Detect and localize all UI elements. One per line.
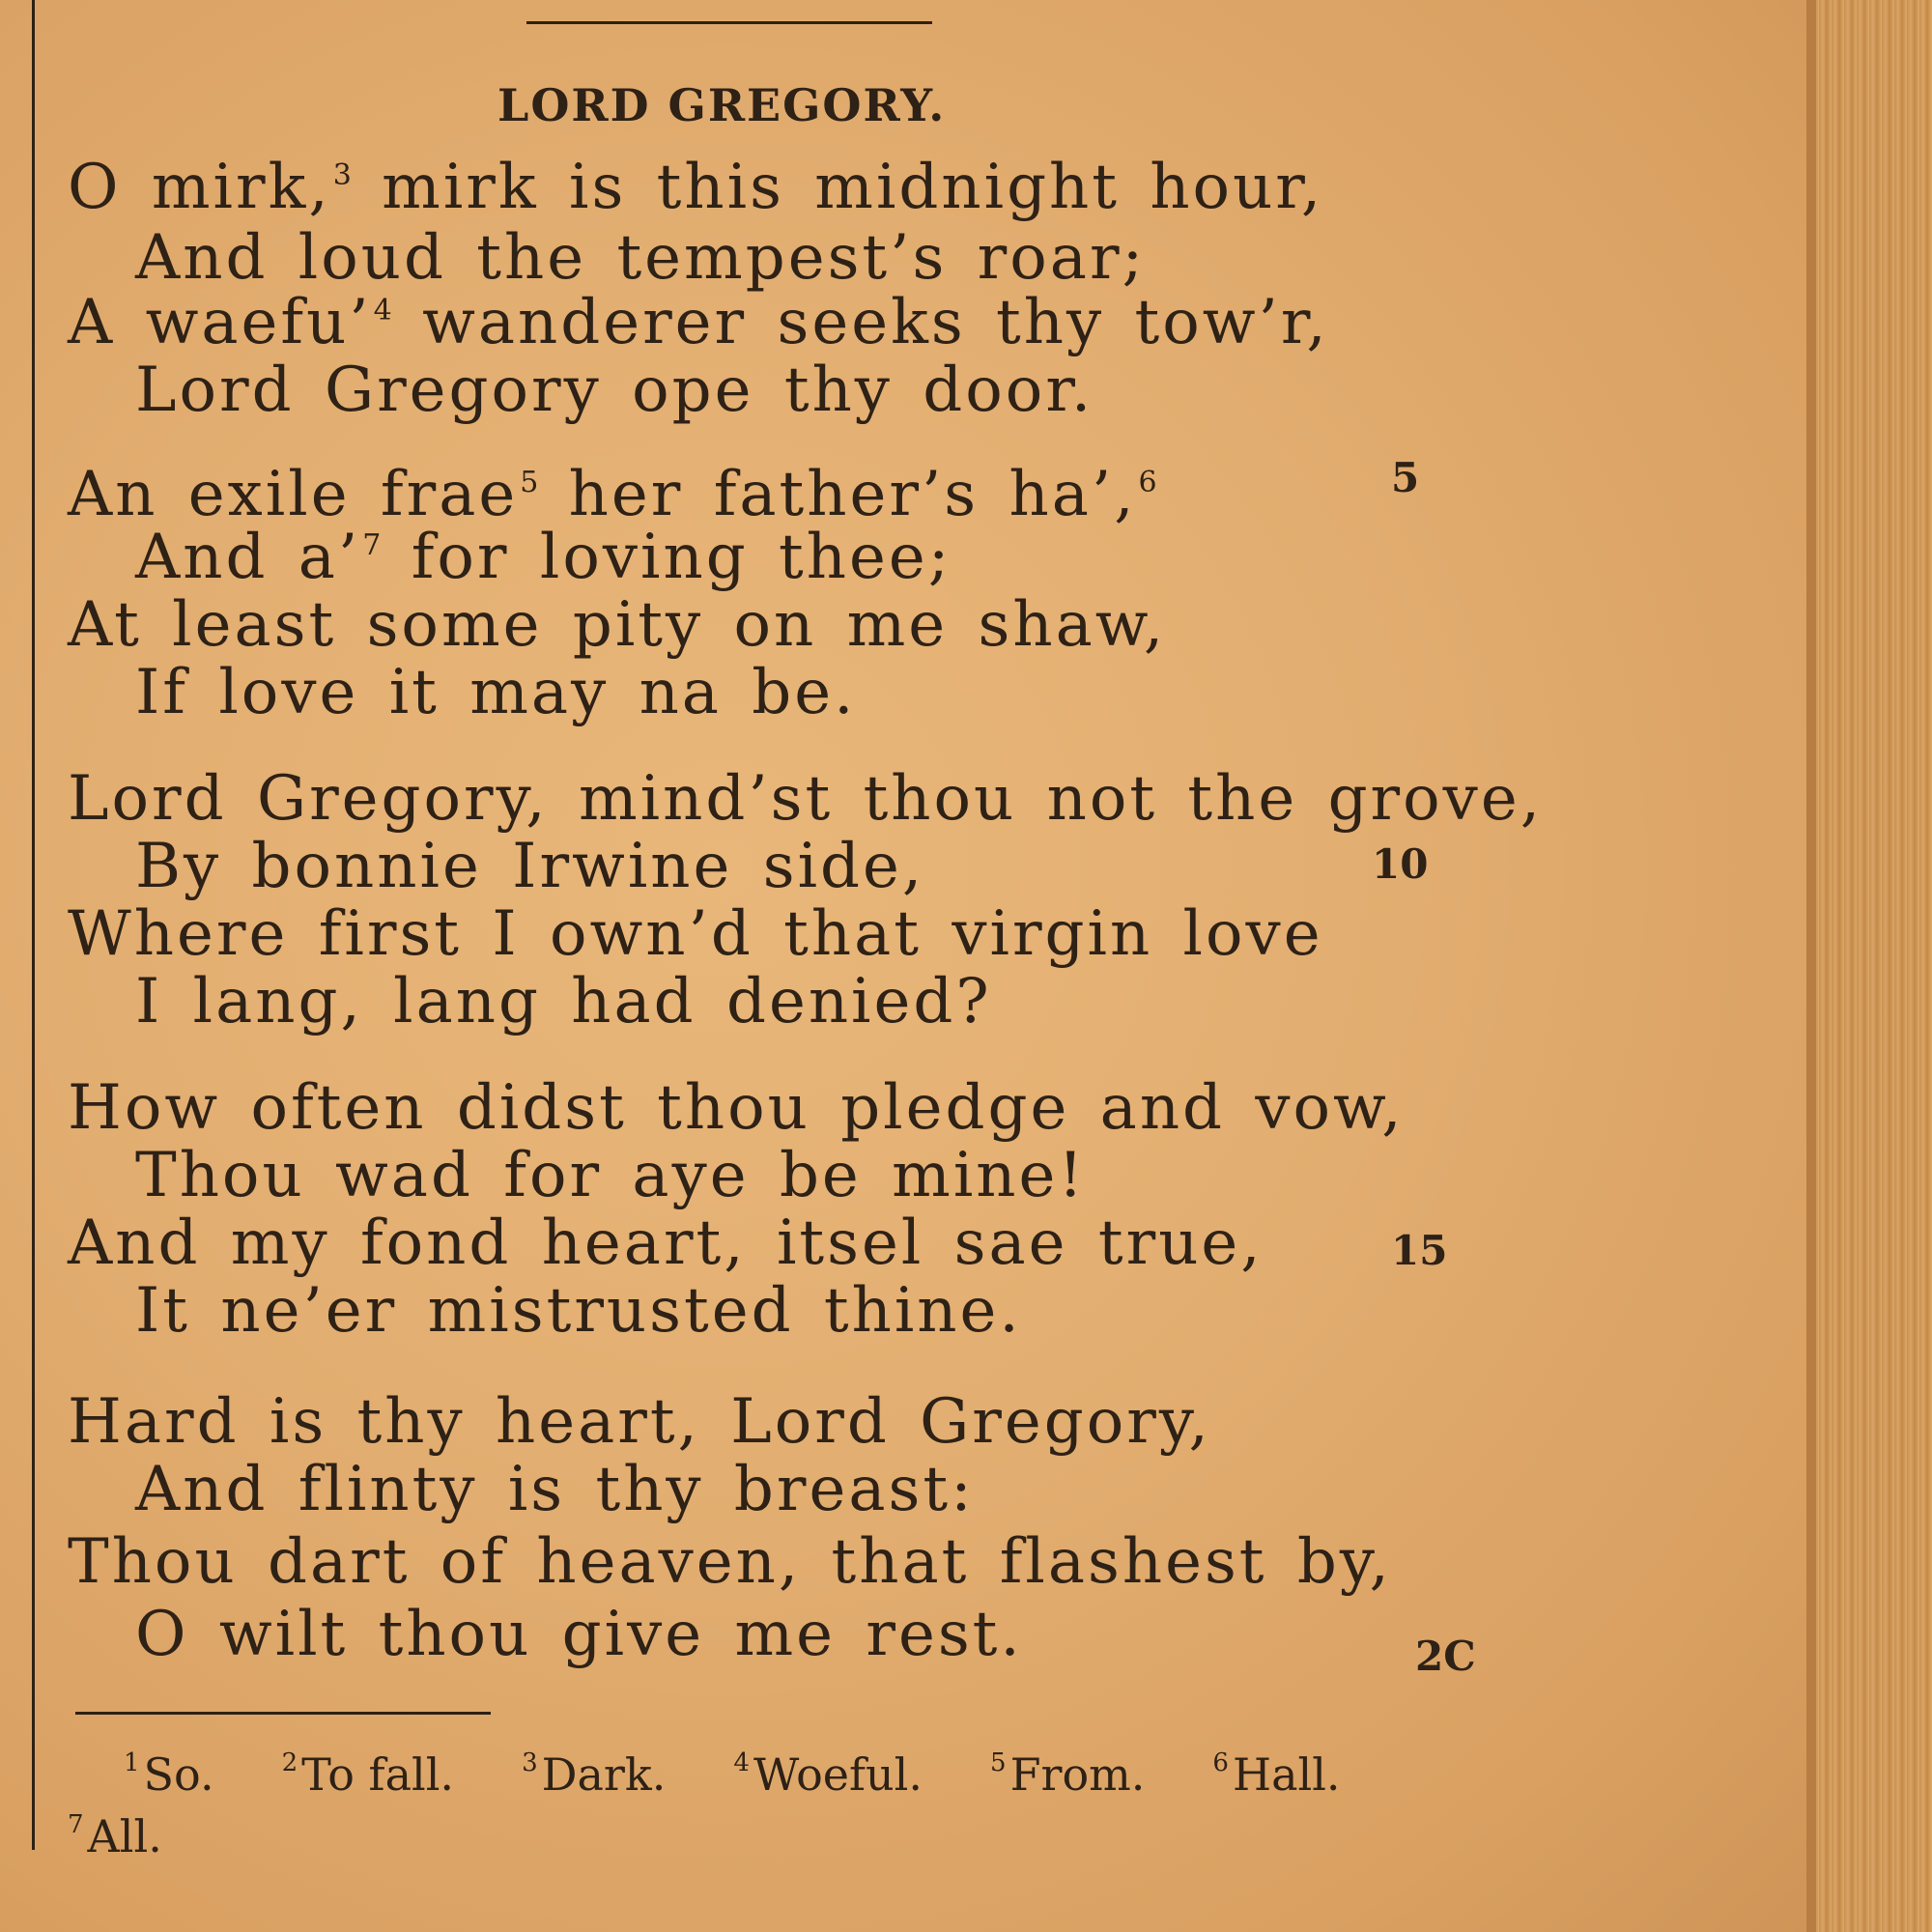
poem-line: O mirk,$^3$ mirk is this midnight hour,: [68, 152, 1324, 223]
poem-line: Lord Gregory ope thy door.: [135, 355, 1094, 426]
poem-line: Where first I own’d that virgin love: [68, 898, 1323, 970]
footnote: $^3$Dark.: [522, 1748, 667, 1801]
line-number: 5: [1391, 454, 1420, 501]
poem-line: An exile frae$^5$ her father’s ha’,$^6$: [68, 459, 1157, 530]
poem-line: Hard is thy heart, Lord Gregory,: [68, 1386, 1211, 1458]
footnote: $^7$All.: [68, 1810, 162, 1862]
poem-line: Thou wad for aye be mine!: [135, 1140, 1087, 1211]
footnotes: [68, 1748, 1478, 1862]
poem-line: And my fond heart, itsel sae true,: [68, 1208, 1264, 1279]
poem-line: At least some pity on me shaw,: [68, 589, 1167, 661]
footnote: $^6$Hall.: [1212, 1748, 1341, 1801]
poem-line: Lord Gregory, mind’st thou not the grove,: [68, 763, 1544, 835]
poem-line: Thou dart of heaven, that flashest by,: [68, 1526, 1392, 1598]
line-number: 15: [1391, 1227, 1448, 1274]
poem-line: O wilt thou give me rest.: [135, 1599, 1023, 1670]
footnote-rule: [75, 1712, 491, 1715]
poem-line: By bonnie Irwine side,: [135, 831, 925, 902]
page-edges: [1806, 0, 1932, 1932]
poem-line: And loud the tempest’s roar;: [135, 222, 1147, 294]
footnote: $^1$So.: [124, 1748, 214, 1801]
poem-title: LORD GREGORY.: [497, 79, 947, 131]
margin-rule: [32, 0, 35, 1850]
line-number: 2C: [1415, 1633, 1476, 1680]
poem-line: And a’$^7$ for loving thee;: [135, 522, 952, 593]
poem-line: I lang, lang had denied?: [135, 966, 992, 1037]
footnote: $^4$Woeful.: [733, 1748, 923, 1801]
poem-line: A waefu’$^4$ wanderer seeks thy tow’r,: [68, 287, 1329, 358]
poem-line: If love it may na be.: [135, 657, 857, 728]
poem-line: How often didst thou pledge and vow,: [68, 1072, 1405, 1144]
poem-line: It ne’er mistrusted thine.: [135, 1275, 1022, 1347]
footnote: $^2$To fall.: [281, 1748, 455, 1801]
line-number: 10: [1372, 840, 1429, 888]
poem-line: And flinty is thy breast:: [135, 1454, 975, 1525]
footnote: $^5$From.: [990, 1748, 1146, 1801]
header-rule: [526, 21, 932, 24]
